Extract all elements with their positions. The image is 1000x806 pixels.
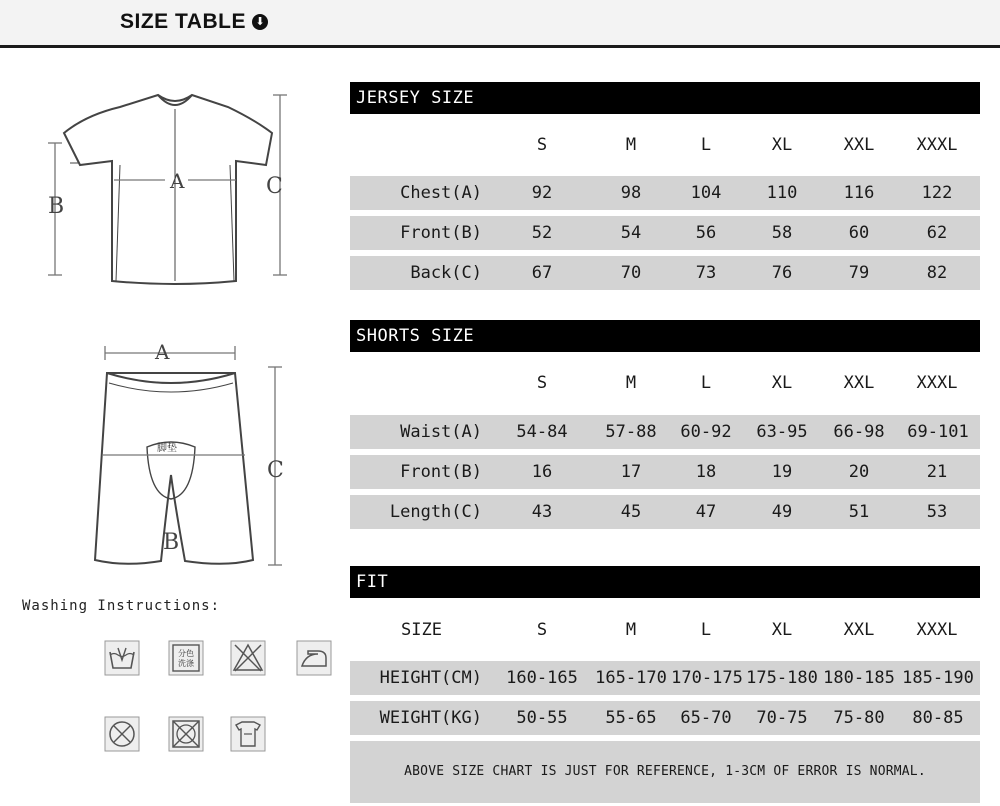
jersey-size-l: L [700, 135, 712, 155]
dry-flat-icon [230, 716, 266, 752]
jersey-label-b: B [48, 194, 65, 219]
shorts-size-xxxl: XXXL [916, 373, 958, 393]
jersey-size-header-row [350, 128, 980, 162]
fit-size-header-row [350, 613, 980, 647]
table-cell: 67 [531, 263, 553, 283]
page-title: SIZE TABLE [120, 10, 246, 33]
table-cell: 180-185 [823, 668, 895, 688]
row-label: Chest(A) [400, 183, 482, 203]
shorts-row-waist [350, 415, 980, 449]
download-circle-icon: ⬇ [252, 14, 268, 30]
table-cell: 62 [926, 223, 948, 243]
table-cell: 92 [531, 183, 553, 203]
jersey-size-xl: XL [771, 135, 793, 155]
table-cell: 60 [848, 223, 870, 243]
shorts-size-header-row [350, 366, 980, 400]
hand-wash-icon [104, 640, 140, 676]
row-label: Waist(A) [400, 422, 482, 442]
washing-instructions-title: Washing Instructions: [22, 598, 221, 614]
table-cell: 43 [531, 502, 553, 522]
table-cell: 21 [926, 462, 948, 482]
fit-heading: FIT [350, 566, 980, 598]
fit-size-xxl: XXL [843, 620, 875, 640]
table-cell: 52 [531, 223, 553, 243]
shorts-row-front [350, 455, 980, 489]
do-not-tumble-dry-icon [168, 716, 204, 752]
header-divider [0, 45, 1000, 48]
table-cell: 73 [695, 263, 717, 283]
jersey-row-back [350, 256, 980, 290]
shorts-size-xl: XL [771, 373, 793, 393]
jersey-diagram [40, 85, 300, 285]
table-cell: 160-165 [506, 668, 578, 688]
low-iron-icon [296, 640, 332, 676]
table-cell: 18 [695, 462, 717, 482]
table-cell: 170-175 [671, 668, 743, 688]
table-cell: 75-80 [833, 708, 885, 728]
fit-size-xxxl: XXXL [916, 620, 958, 640]
table-cell: 20 [848, 462, 870, 482]
fit-size-m: M [625, 620, 637, 640]
fit-size-l: L [700, 620, 712, 640]
table-cell: 63-95 [756, 422, 808, 442]
table-cell: 65-70 [680, 708, 732, 728]
table-cell: 49 [771, 502, 793, 522]
table-cell: 47 [695, 502, 717, 522]
table-cell: 58 [771, 223, 793, 243]
table-cell: 116 [843, 183, 875, 203]
jersey-size-xxxl: XXXL [916, 135, 958, 155]
row-label: Front(B) [400, 223, 482, 243]
row-label: WEIGHT(KG) [379, 708, 482, 728]
table-cell: 76 [771, 263, 793, 283]
shorts-size-s: S [536, 373, 548, 393]
row-label: Back(C) [410, 263, 482, 283]
jersey-size-xxl: XXL [843, 135, 875, 155]
size-chart-note: ABOVE SIZE CHART IS JUST FOR REFERENCE, 1-3CM OF ERROR IS NORMAL. [350, 741, 980, 803]
table-cell: 56 [695, 223, 717, 243]
shorts-size-heading: SHORTS SIZE [350, 320, 980, 352]
table-cell: 55-65 [605, 708, 657, 728]
jersey-label-a: A [170, 169, 185, 193]
jersey-label-c: C [266, 174, 283, 199]
header-bar [0, 0, 1000, 46]
table-cell: 53 [926, 502, 948, 522]
row-label: HEIGHT(CM) [379, 668, 482, 688]
table-cell: 19 [771, 462, 793, 482]
table-cell: 60-92 [680, 422, 732, 442]
fit-size-s: S [536, 620, 548, 640]
wash-separately-text-2: 洗涤 [178, 659, 194, 668]
table-cell: 98 [620, 183, 642, 203]
table-cell: 70 [620, 263, 642, 283]
table-cell: 165-170 [595, 668, 667, 688]
shorts-label-c: C [267, 458, 284, 483]
table-cell: 69-101 [907, 422, 969, 442]
jersey-size-s: S [536, 135, 548, 155]
table-cell: 122 [921, 183, 953, 203]
table-cell: 57-88 [605, 422, 657, 442]
shorts-size-xxl: XXL [843, 373, 875, 393]
fit-size-label: SIZE [401, 620, 442, 640]
table-cell: 70-75 [756, 708, 808, 728]
table-cell: 50-55 [516, 708, 568, 728]
table-cell: 51 [848, 502, 870, 522]
row-label: Length(C) [389, 502, 482, 522]
jersey-size-m: M [625, 135, 637, 155]
table-cell: 66-98 [833, 422, 885, 442]
jersey-size-heading: JERSEY SIZE [350, 82, 980, 114]
table-cell: 185-190 [902, 668, 974, 688]
table-cell: 104 [690, 183, 722, 203]
table-cell: 175-180 [746, 668, 818, 688]
shorts-diagram [85, 335, 305, 575]
do-not-bleach-icon [230, 640, 266, 676]
table-cell: 110 [766, 183, 798, 203]
table-cell: 54 [620, 223, 642, 243]
fit-row-height [350, 661, 980, 695]
table-cell: 17 [620, 462, 642, 482]
row-label: Front(B) [400, 462, 482, 482]
fit-row-weight [350, 701, 980, 735]
table-cell: 54-84 [516, 422, 568, 442]
wash-separately-icon [168, 640, 204, 676]
table-cell: 16 [531, 462, 553, 482]
shorts-row-length [350, 495, 980, 529]
jersey-row-front [350, 216, 980, 250]
table-cell: 79 [848, 263, 870, 283]
shorts-label-b: B [163, 530, 180, 555]
wash-separately-text-1: 分色 [178, 649, 194, 658]
shorts-size-l: L [700, 373, 712, 393]
shorts-label-a: A [155, 340, 170, 364]
fit-size-xl: XL [771, 620, 793, 640]
table-cell: 82 [926, 263, 948, 283]
jersey-row-chest [350, 176, 980, 210]
shorts-size-m: M [625, 373, 637, 393]
do-not-dry-clean-icon [104, 716, 140, 752]
table-cell: 45 [620, 502, 642, 522]
shorts-pad-label: 脚垫 [157, 443, 177, 454]
table-cell: 80-85 [912, 708, 964, 728]
